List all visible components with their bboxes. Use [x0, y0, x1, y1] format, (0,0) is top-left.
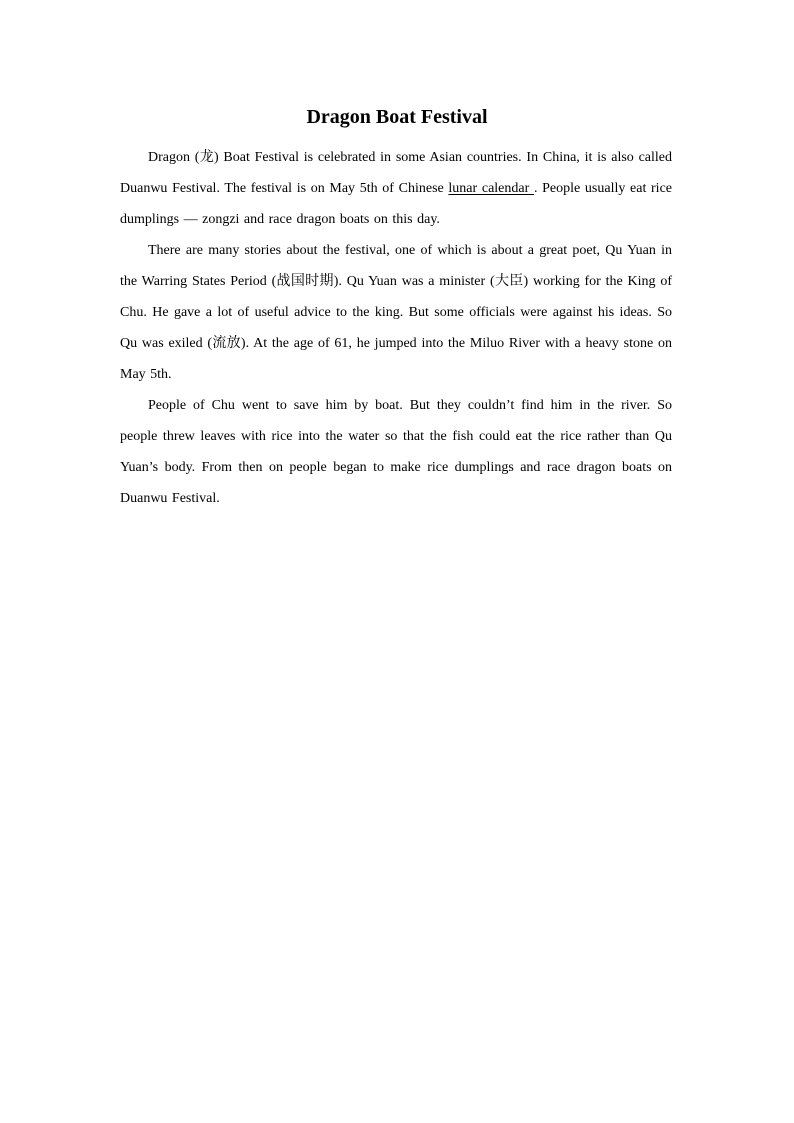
underlined-term: lunar calendar — [448, 181, 534, 196]
paragraph-1-text-before: Dragon (龙) Boat Festival is celebrated in some Asian countries. In China, it is also called Duanwu Festival. The festival is on May 5th of Chinese — [120, 150, 672, 196]
paragraph-3: People of Chu went to save him by boat. But they couldn’t find him in the river. So people threw leaves with rice into the water so that the fish could eat the rice rather than Qu Yuan’s body. From then on people began to make rice dumplings and race dragon boats on Duanwu Festival. — [120, 398, 672, 506]
paragraph-1 — [120, 142, 672, 235]
paragraph-1-text-after: . People usually eat rice dumplings — zongzi and race dragon boats on this day. — [120, 181, 673, 227]
paragraph-2: There are many stories about the festival, one of which is about a great poet, Qu Yuan in the Warring States Period (战国时期). Qu Yuan was a minister (大臣) working for the King of Chu. He gave a lot of useful advice to the king. But some officials were against his ideas. So Qu was exiled (流放). At the age of 61, he jumped into the Miluo River with a heavy stone on May 5th. — [120, 243, 672, 382]
document-title: Dragon Boat Festival — [306, 106, 488, 128]
document-body — [120, 142, 672, 514]
